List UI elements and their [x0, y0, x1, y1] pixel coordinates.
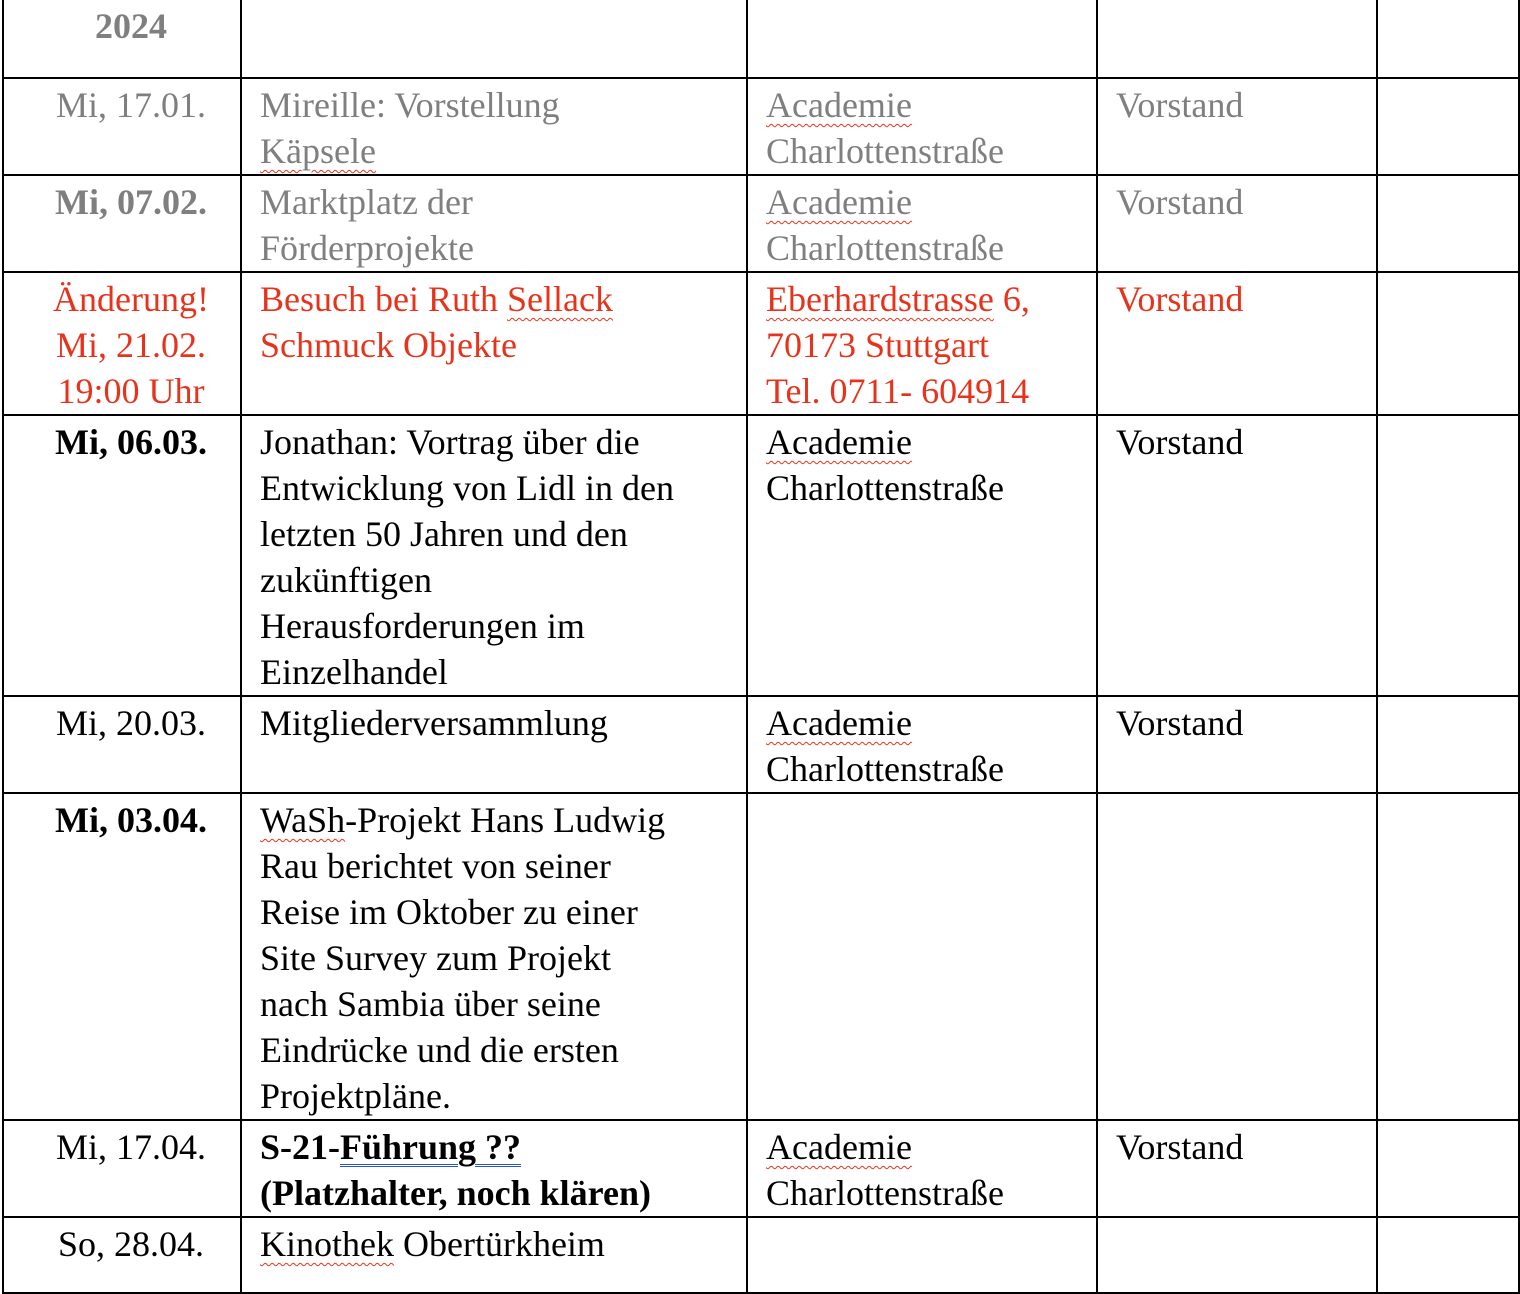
event-cell	[241, 1120, 747, 1217]
events-table	[2, 0, 1520, 1294]
organizer-cell	[1097, 175, 1377, 272]
event-line: Mitgliederversammlung	[260, 703, 608, 743]
table-cell	[1377, 272, 1519, 415]
event-line: Marktplatz der	[260, 182, 473, 222]
event-line: Käpsele	[260, 131, 376, 171]
event-line: Förderprojekte	[260, 228, 474, 268]
event-line: nach Sambia über seine	[260, 984, 601, 1024]
date-cell	[3, 175, 241, 272]
location-cell	[747, 272, 1097, 415]
table-row	[3, 415, 1519, 696]
event-line: zukünftigen	[260, 560, 432, 600]
event-text: Sellack	[506, 279, 613, 319]
location-cell	[747, 793, 1097, 1120]
date-cell	[3, 78, 241, 175]
date-text: So, 28.04.	[57, 1224, 205, 1264]
location-line: Charlottenstraße	[766, 228, 1004, 268]
table-row	[3, 175, 1519, 272]
location-line: Charlottenstraße	[766, 749, 1004, 789]
event-line: Eindrücke und die ersten	[260, 1030, 619, 1070]
table-cell	[1377, 175, 1519, 272]
event-cell	[241, 272, 747, 415]
location-line: Charlottenstraße	[766, 1173, 1004, 1213]
location-cell	[747, 415, 1097, 696]
phone-line: Tel. 0711- 604914	[766, 371, 1030, 411]
event-cell	[241, 793, 747, 1120]
organizer-text: Vorstand	[1116, 182, 1244, 222]
event-text: Obertürkheim	[393, 1224, 605, 1264]
event-line: Site Survey zum Projekt	[260, 938, 611, 978]
table-header-row	[3, 0, 1519, 78]
table-cell	[747, 0, 1097, 78]
location-line: Academie	[766, 85, 912, 125]
time-text: 19:00 Uhr	[57, 371, 205, 411]
year-label: 2024	[95, 6, 167, 46]
year-cell	[3, 0, 241, 78]
change-notice: Änderung!	[53, 279, 209, 319]
table-cell	[1377, 0, 1519, 78]
location-line: Academie	[766, 182, 912, 222]
date-text: Mi, 06.03.	[55, 422, 207, 462]
event-line: Herausforderungen im	[260, 606, 585, 646]
location-line: 70173 Stuttgart	[766, 325, 989, 365]
event-line: Einzelhandel	[260, 652, 448, 692]
event-cell	[241, 696, 747, 793]
date-cell	[3, 1217, 241, 1293]
date-text: Mi, 07.02.	[55, 182, 207, 222]
location-cell	[747, 175, 1097, 272]
table-row	[3, 78, 1519, 175]
event-text: S-21-	[260, 1127, 340, 1167]
event-text: Besuch bei Ruth	[260, 279, 507, 319]
date-cell	[3, 696, 241, 793]
table-cell	[1377, 415, 1519, 696]
table-cell	[1377, 78, 1519, 175]
date-cell	[3, 272, 241, 415]
date-text: Mi, 03.04.	[55, 800, 207, 840]
location-cell	[747, 1120, 1097, 1217]
organizer-text: Vorstand	[1116, 1127, 1244, 1167]
table-row	[3, 272, 1519, 415]
organizer-text: Vorstand	[1116, 422, 1244, 462]
event-line: Entwicklung von Lidl in den	[260, 468, 674, 508]
location-text: Eberhardstrasse	[766, 279, 994, 319]
event-text: -Projekt Hans Ludwig	[345, 800, 666, 840]
organizer-cell	[1097, 1217, 1377, 1293]
organizer-cell	[1097, 78, 1377, 175]
location-cell	[747, 1217, 1097, 1293]
event-line: Schmuck Objekte	[260, 325, 517, 365]
location-line: Academie	[766, 422, 912, 462]
organizer-text: Vorstand	[1116, 279, 1244, 319]
event-line: Jonathan: Vortrag über die	[260, 422, 640, 462]
location-text: 6,	[993, 279, 1030, 319]
event-line: Rau berichtet von seiner	[260, 846, 611, 886]
table-cell	[1377, 1120, 1519, 1217]
table-cell	[241, 0, 747, 78]
table-cell	[1377, 696, 1519, 793]
organizer-text: Vorstand	[1116, 703, 1244, 743]
event-cell	[241, 415, 747, 696]
table-row	[3, 1120, 1519, 1217]
date-text: Mi, 20.03.	[55, 703, 206, 743]
table-row	[3, 696, 1519, 793]
organizer-cell	[1097, 272, 1377, 415]
table-row	[3, 1217, 1519, 1293]
organizer-cell	[1097, 696, 1377, 793]
location-cell	[747, 696, 1097, 793]
date-text: Mi, 17.01.	[55, 85, 206, 125]
location-line: Academie	[766, 1127, 912, 1167]
date-cell	[3, 415, 241, 696]
event-text: Kinothek	[260, 1224, 394, 1264]
date-text: Mi, 17.04.	[55, 1127, 206, 1167]
organizer-cell	[1097, 793, 1377, 1120]
organizer-cell	[1097, 1120, 1377, 1217]
table-row	[3, 793, 1519, 1120]
date-cell	[3, 1120, 241, 1217]
table-cell	[1377, 793, 1519, 1120]
event-line: (Platzhalter, noch klären)	[260, 1173, 651, 1213]
table-cell	[1097, 0, 1377, 78]
event-line: Projektpläne.	[260, 1076, 451, 1116]
location-cell	[747, 78, 1097, 175]
location-line: Charlottenstraße	[766, 468, 1004, 508]
event-cell	[241, 1217, 747, 1293]
organizer-cell	[1097, 415, 1377, 696]
date-cell	[3, 793, 241, 1120]
event-cell	[241, 175, 747, 272]
event-text: Führung ??	[340, 1127, 522, 1167]
event-text: WaSh	[260, 800, 346, 840]
location-line: Charlottenstraße	[766, 131, 1004, 171]
event-cell	[241, 78, 747, 175]
table-cell	[1377, 1217, 1519, 1293]
date-text: Mi, 21.02.	[55, 325, 206, 365]
event-line: letzten 50 Jahren und den	[260, 514, 628, 554]
event-line: Reise im Oktober zu einer	[260, 892, 638, 932]
event-line: Mireille: Vorstellung	[260, 85, 560, 125]
location-line: Academie	[766, 703, 912, 743]
organizer-text: Vorstand	[1116, 85, 1244, 125]
